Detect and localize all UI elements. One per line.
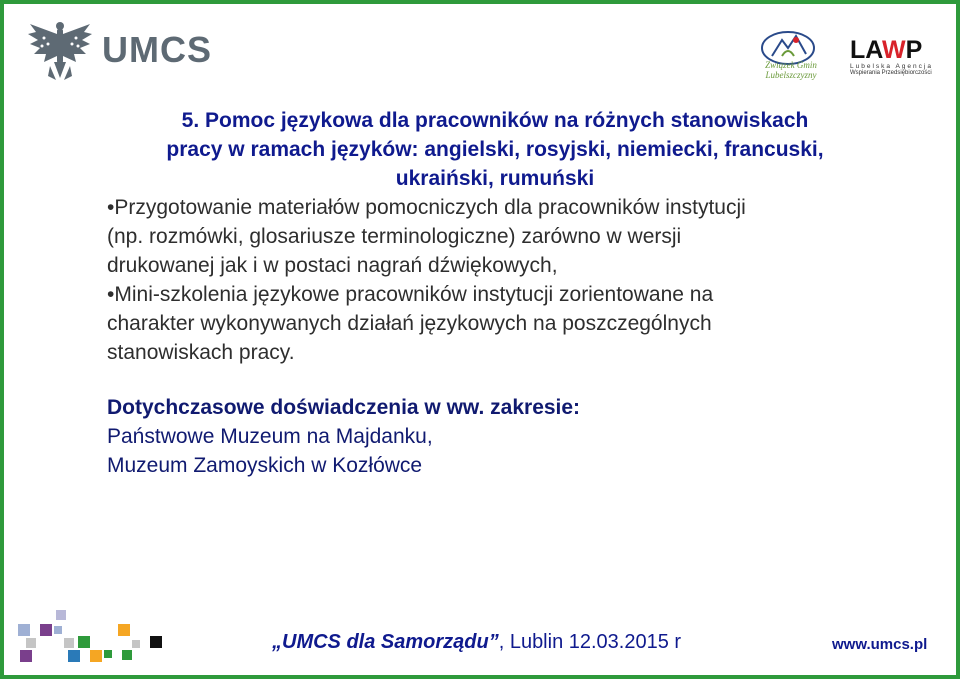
lawp-logo-subtitle: Lubelska Agencja	[850, 63, 933, 70]
bullet-1-line: (np. rozmówki, glosariusze terminologiczne) zarówno w wersji	[107, 225, 682, 248]
lawp-logo-subtitle-2: Wspierania Przedsiębiorczości	[850, 70, 932, 76]
experience-section	[107, 393, 897, 480]
footer-url: www.umcs.pl	[832, 636, 928, 653]
slide-title	[100, 106, 890, 193]
umcs-logo-text: UMCS	[102, 29, 212, 70]
bullet-1-line: •Przygotowanie materiałów pomocniczych dla pracowników instytucji	[107, 196, 746, 219]
footer-event-name: „UMCS dla Samorządu”	[272, 631, 499, 653]
eagle-emblem-icon	[26, 18, 94, 82]
decorative-squares-icon	[14, 608, 174, 668]
experience-heading: Dotychczasowe doświadczenia w ww. zakresie:	[107, 396, 581, 419]
bullet-2-line: •Mini-szkolenia językowe pracowników instytucji zorientowane na	[107, 283, 714, 306]
umcs-logo	[26, 18, 212, 82]
experience-item: Muzeum Zamoyskich w Kozłówce	[107, 454, 423, 477]
bullet-1-line: drukowanej jak i w postaci nagrań dźwiękowych,	[107, 254, 558, 277]
lawp-logo-text: LAWP	[850, 36, 923, 64]
lawp-logo	[850, 38, 933, 76]
title-line: 5. Pomoc językowa dla pracowników na różnych stanowiskach	[181, 109, 809, 132]
bullet-2-line: charakter wykonywanych działań językowych na poszczególnych	[107, 312, 712, 335]
title-line: ukraiński, rumuński	[395, 167, 595, 190]
footer-event-date: , Lublin 12.03.2015 r	[498, 631, 682, 653]
zgl-logo-text: Związek Gmin Lubelszczyzny	[765, 60, 817, 80]
footer-event	[272, 631, 681, 654]
slide-body	[107, 193, 897, 367]
bullet-2-line: stanowiskach pracy.	[107, 341, 295, 364]
experience-item: Państwowe Muzeum na Majdanku,	[107, 425, 433, 448]
title-line: pracy w ramach języków: angielski, rosyjski, niemiecki, francuski,	[166, 138, 824, 161]
